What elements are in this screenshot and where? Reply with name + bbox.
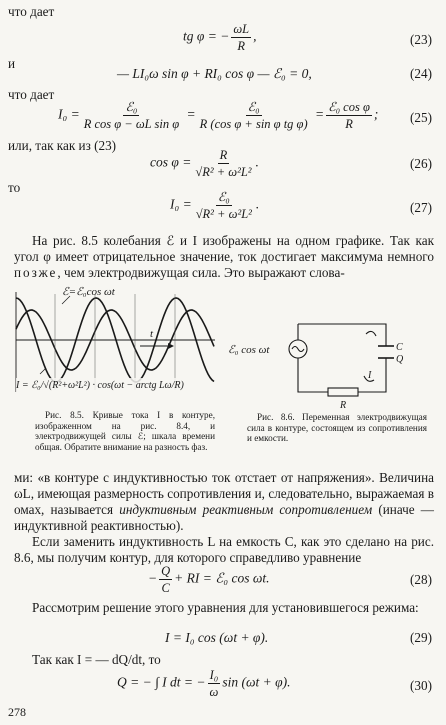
sine-symbol-icon [292,347,304,352]
current-label: I [368,370,372,381]
wire [358,358,386,392]
equation-number: (27) [410,200,432,215]
equation-24: — LI₀ω sin φ + RI₀ cos φ — ℰ₀ = 0, [117,66,312,81]
equation-number: (26) [410,156,432,171]
equation-30: Q = − ∫ I dt = − $\frac{\text{I₀}}{\omega}$ sin (ωt + φ). [117,668,291,699]
text-line: или, так как из (23) [8,138,117,153]
equation-number: (29) [410,630,432,645]
equation-number: (23) [410,32,432,47]
equation-23: tg φ = − $\frac{\omega L}{R}$ , [183,22,257,53]
figure-8-6 [228,312,438,412]
capacitor-label: C [396,342,403,353]
equation-number: (30) [410,678,432,693]
figure-caption: Рис. 8.5. Кривые тока I в контуре, изображенном на рис. 8.4, и электродвижущей силы ℰ; шкала времени общая. Обратите внимание на разность фаз. [35,410,215,452]
figure-8-5 [10,282,220,407]
paragraph: На рис. 8.5 колебания ℰ и I изображены на одном графике. Так как угол φ имеет отрицательное значение, ток достигает максимума немного позже, чем электродвижущая сила. Это выражают слова- [14,233,434,280]
equation-28: − $\frac{Q}{C}$ + RI = ℰ₀ cos ωt. [148,564,270,595]
resistor-label: R [340,400,347,411]
wire [298,358,328,392]
text-line: то [8,180,21,195]
charge-label: Q [396,354,404,365]
paragraph: Если заменить индуктивность L на емкость C, как это сделано на рис. 8.6, мы получим контур, для которого справедливо уравнение [14,534,434,565]
time-label: t [150,328,154,340]
emf-label: ℰ=ℰ₀cos ωt [62,286,115,298]
current-label: I = ℰ₀/√(R²+ω²L²) · cos(ωt − arctg Lω/R) [16,378,184,394]
current-arrow-icon [366,331,376,336]
equation-number: (24) [410,66,432,81]
circuit-diagram [228,312,438,412]
equation-number: (25) [410,110,432,125]
wire [298,324,386,346]
equation-25: I₀ = $\frac{\text{ℰ₀}}{\text{R cos φ − ωL sin φ}}$ = $\frac{\text{ℰ₀}}{\text{R (cos φ + sin φ tg φ)}}$ = $\frac{\text{ℰ₀ cos φ}}{R}$ ; [58,100,379,131]
source-label: ℰ₀ cos ωt [228,344,270,356]
page-number: 278 [8,705,26,719]
resistor-icon [328,388,358,396]
equation-number: (28) [410,572,432,587]
paragraph: ми: «в контуре с индуктивностью ток отстает от напряжения». Величина ωL, имеющая размерность сопротивления и, следовательно, выражаемая в омах, называется индуктивным реактивным сопротивлением (иначе — индуктивной реактивностью). [14,470,434,533]
paragraph: Рассмотрим решение этого уравнения для установившегося режима: [32,600,419,615]
text-line: что дает [8,4,55,19]
text-line: и [8,56,16,71]
equation-29: I = I₀ cos (ωt + φ). [165,630,269,645]
equation-26: cos φ = $\frac{R}{\text{√R² + ω²L²}}$ . [150,148,259,179]
paragraph: Так как I = — dQ/dt, то [32,652,161,667]
figure-caption: Рис. 8.6. Переменная электродвижущая сила в контуре, состоящем из сопротивления и емкости. [247,412,427,444]
text-line: что дает [8,87,55,102]
equation-27: I₀ = $\frac{\text{ℰ₀}}{\text{√R² + ω²L²}}$ . [170,190,260,221]
